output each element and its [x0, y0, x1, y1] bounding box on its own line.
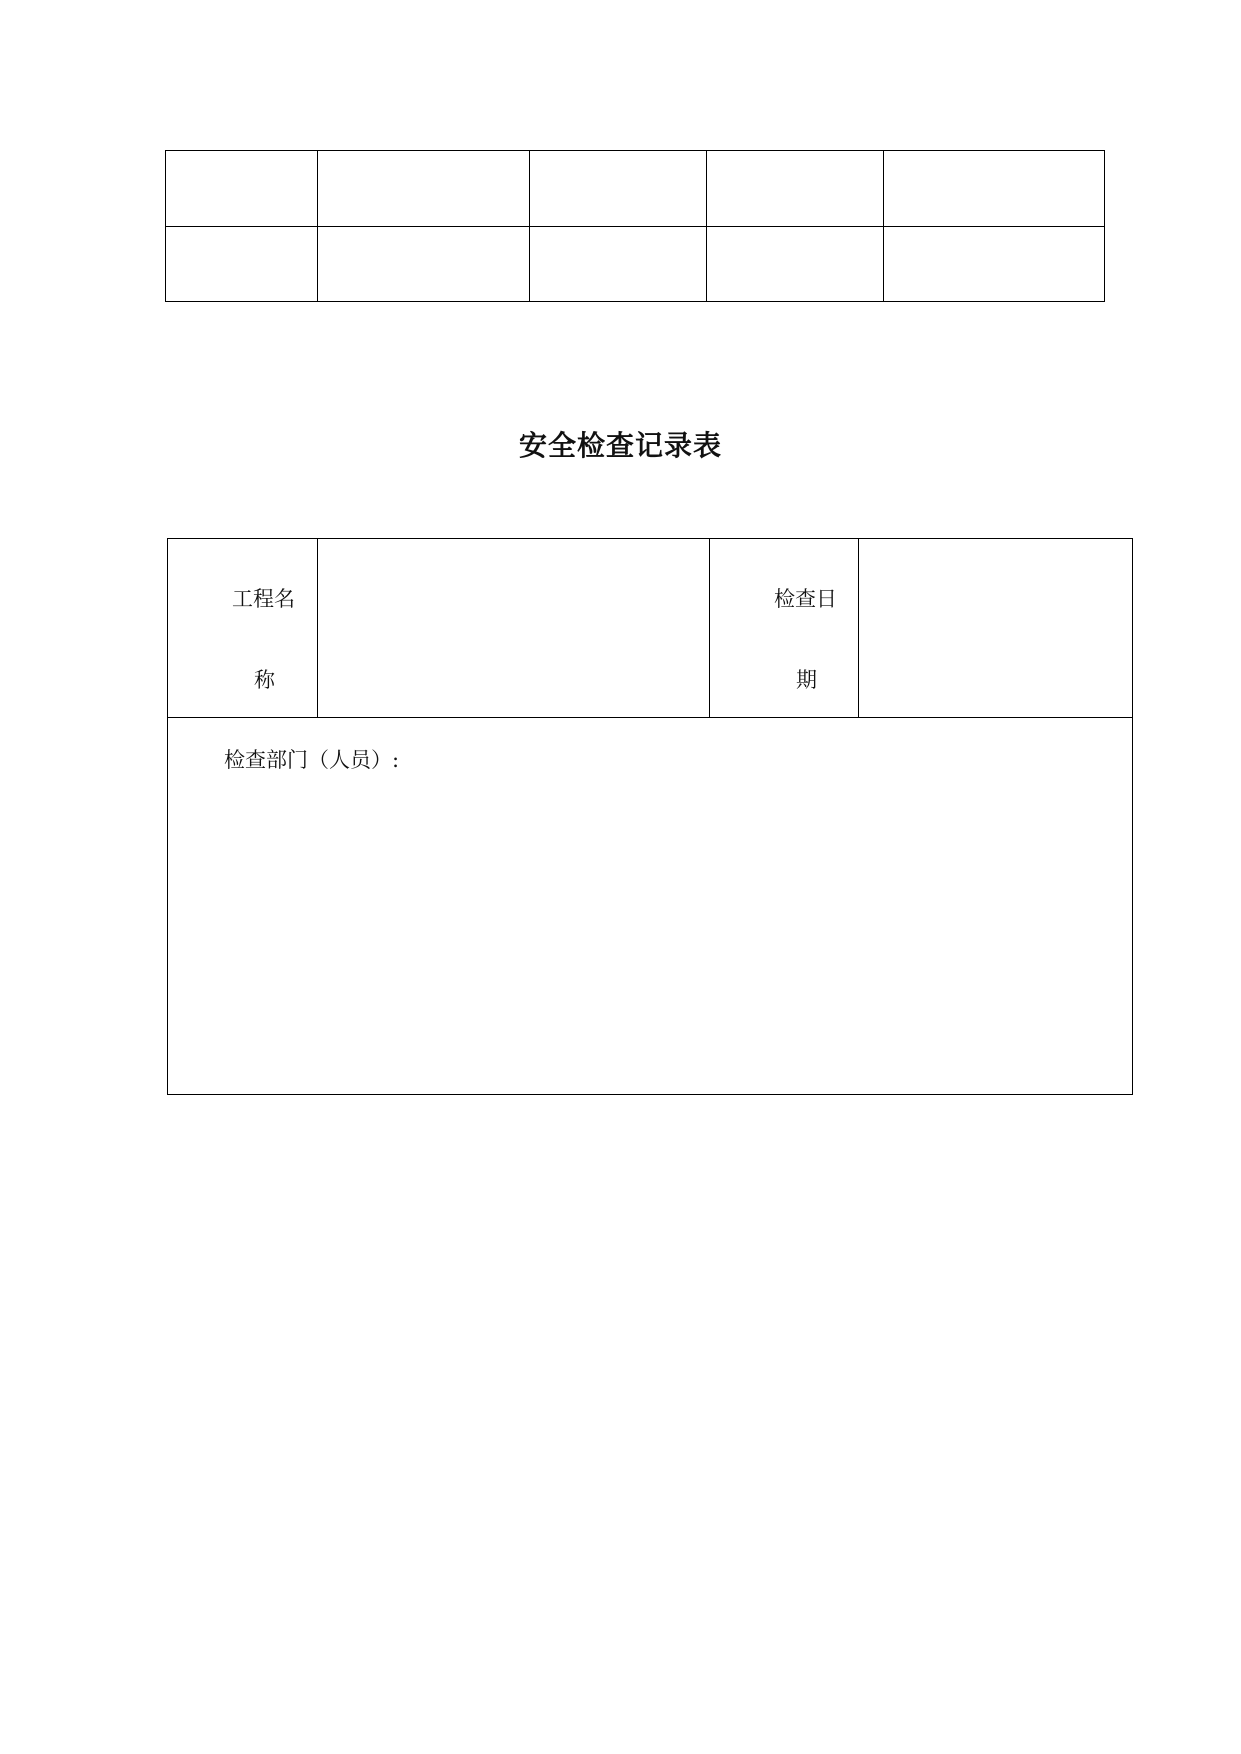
inspection-dept-label: 检查部门（人员）:: [224, 748, 400, 773]
table-cell[interactable]: [884, 226, 1105, 302]
table-cell[interactable]: [707, 226, 884, 302]
check-date-label-cell: [710, 539, 859, 718]
table-cell[interactable]: [318, 151, 530, 227]
project-name-field[interactable]: [318, 539, 710, 718]
safety-inspection-form: [167, 538, 1133, 1095]
table-cell[interactable]: [707, 151, 884, 227]
table-cell[interactable]: [318, 226, 530, 302]
table-row: [166, 226, 1105, 302]
form-dept-row: [168, 718, 1133, 1095]
project-name-label-line1: 工程名: [232, 587, 295, 611]
check-date-label-line1: 检查日: [774, 587, 837, 611]
table-cell[interactable]: [530, 151, 707, 227]
project-name-label-cell: [168, 539, 318, 718]
project-name-label-line2: 称: [254, 668, 275, 692]
table-cell[interactable]: [884, 151, 1105, 227]
form-title: 安全检查记录表: [518, 429, 722, 462]
inspection-dept-field[interactable]: [168, 718, 1133, 1095]
table-cell[interactable]: [166, 226, 318, 302]
top-blank-table: [165, 150, 1105, 302]
table-cell[interactable]: [166, 151, 318, 227]
table-row: [166, 151, 1105, 227]
check-date-label-line2: 期: [796, 668, 817, 692]
check-date-field[interactable]: [859, 539, 1133, 718]
form-header-row: [168, 539, 1133, 718]
table-cell[interactable]: [530, 226, 707, 302]
